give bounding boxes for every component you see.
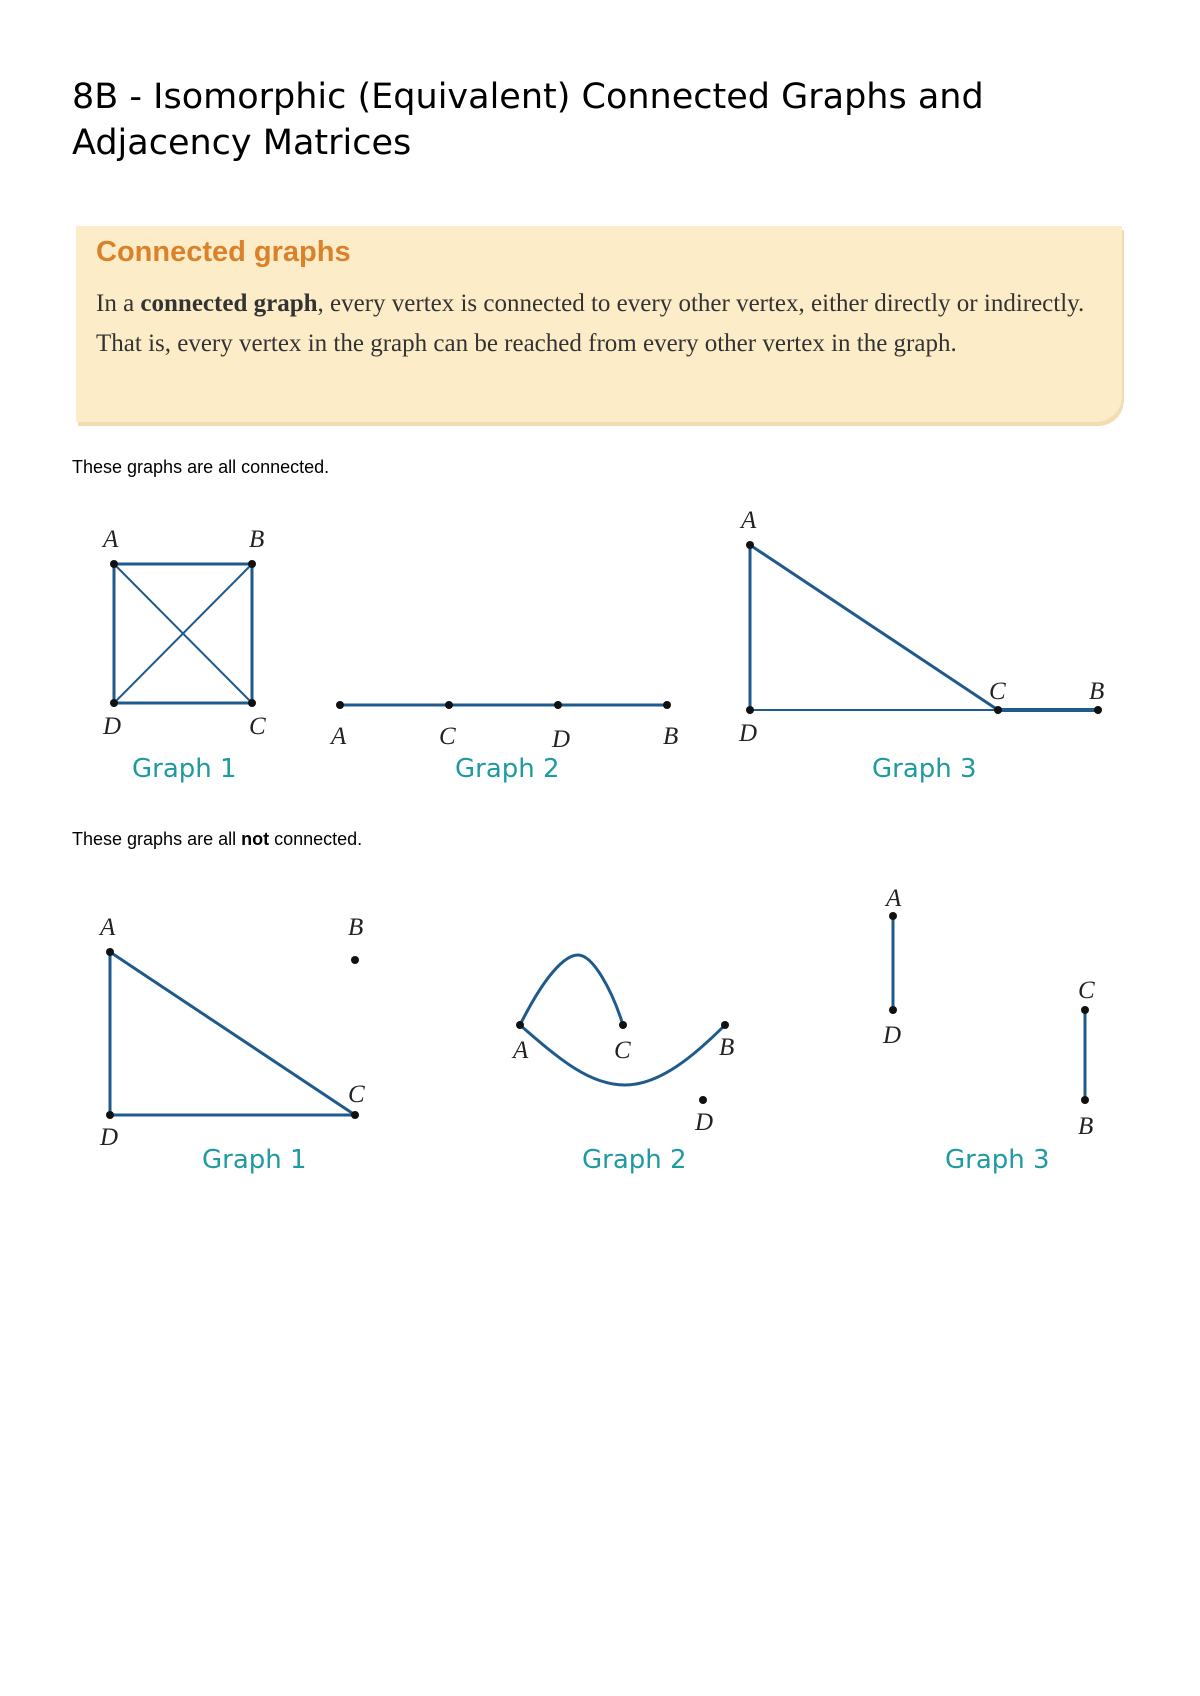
vertex [663, 701, 671, 709]
vertex [248, 560, 256, 568]
callout-body [96, 284, 1096, 364]
vertex [248, 699, 256, 707]
edge [520, 955, 623, 1025]
vertex [516, 1021, 524, 1029]
vertex-label: C [1078, 977, 1095, 1004]
not-connected-graph-2 [511, 955, 734, 1175]
graph-label: Graph 1 [132, 754, 237, 784]
graph-label: Graph 3 [872, 754, 977, 784]
callout-term: connected graph [140, 290, 318, 317]
vertex-label: C [348, 1081, 365, 1108]
caption-start: These graphs are all [72, 829, 242, 849]
callout-title: Connected graphs [96, 236, 351, 268]
vertex-label: B [348, 914, 364, 941]
vertex [336, 701, 344, 709]
vertex [699, 1096, 707, 1104]
graph-label: Graph 2 [455, 754, 560, 784]
vertex [106, 948, 114, 956]
vertex-label: B [249, 526, 265, 553]
vertex-label: A [103, 526, 119, 553]
vertex-label: C [439, 723, 456, 750]
vertex-label: D [883, 1022, 902, 1049]
not-connected-caption [72, 828, 362, 850]
callout-body-start: In a [96, 290, 141, 317]
vertex [106, 1111, 114, 1119]
connected-graph-2 [329, 701, 678, 784]
vertex-label: B [663, 723, 679, 750]
vertex [554, 701, 562, 709]
graph-label: Graph 1 [202, 1145, 307, 1175]
vertex-label: A [741, 507, 757, 534]
vertex-label: A [331, 723, 347, 750]
vertex [721, 1021, 729, 1029]
vertex [351, 1111, 359, 1119]
vertex [746, 541, 754, 549]
vertex-label: B [1089, 678, 1105, 705]
caption-end: connected. [269, 829, 363, 849]
vertex [351, 956, 359, 964]
connected-graphs-figure [0, 500, 1200, 800]
vertex [1094, 706, 1102, 714]
vertex [1081, 1006, 1089, 1014]
vertex [994, 706, 1002, 714]
vertex [445, 701, 453, 709]
definition-callout [76, 226, 1122, 422]
vertex [889, 1006, 897, 1014]
graph-label: Graph 2 [582, 1145, 687, 1175]
caption-emphasis: not [241, 829, 270, 849]
not-connected-graphs-figure [0, 880, 1200, 1200]
vertex-label: D [100, 1124, 119, 1151]
vertex [619, 1021, 627, 1029]
vertex-label: D [695, 1109, 714, 1136]
vertex-label: C [249, 713, 266, 740]
vertex-label: D [552, 726, 571, 753]
vertex-label: D [103, 713, 122, 740]
vertex [889, 912, 897, 920]
vertex-label: A [100, 914, 116, 941]
connected-graph-1 [101, 526, 266, 784]
edge [110, 952, 355, 1115]
not-connected-graph-1 [98, 914, 365, 1175]
vertex-label: B [1078, 1113, 1094, 1140]
vertex [110, 699, 118, 707]
vertex-label: A [886, 885, 902, 912]
not-connected-graph-3 [882, 885, 1095, 1175]
vertex-label: D [739, 720, 758, 747]
graph-label: Graph 3 [945, 1145, 1050, 1175]
vertex-label: B [719, 1034, 735, 1061]
connected-graph-3 [738, 507, 1104, 784]
vertex-label: C [614, 1037, 631, 1064]
vertex-label: C [989, 678, 1006, 705]
vertex-label: A [513, 1037, 529, 1064]
callout-body-end: , every vertex is connected to every other vertex, either directly or indirectly. That is, every vertex in the graph can be reached from every other vertex in the graph. [96, 290, 1085, 357]
page-title: 8B - Isomorphic (Equivalent) Connected Graphs and Adjacency Matrices [72, 77, 984, 163]
vertex [110, 560, 118, 568]
vertex [1081, 1096, 1089, 1104]
edge [750, 545, 998, 710]
connected-caption: These graphs are all connected. [72, 457, 330, 477]
vertex [746, 706, 754, 714]
